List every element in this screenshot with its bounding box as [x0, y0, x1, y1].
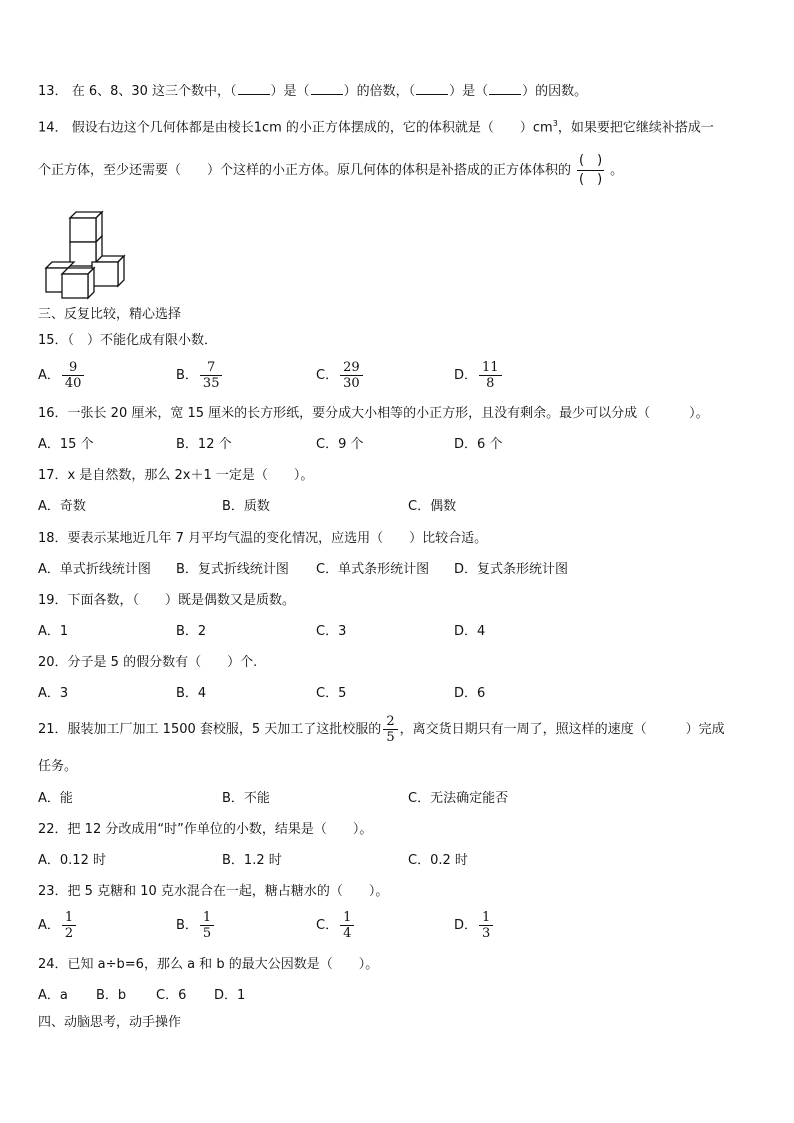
- denominator-blank[interactable]: ( ): [579, 172, 603, 187]
- denominator: 5: [383, 729, 397, 745]
- option-d[interactable]: D．复式条形统计图: [454, 562, 569, 577]
- answer-blank[interactable]: [311, 82, 343, 95]
- question-19: [38, 592, 295, 610]
- question-text: 。: [610, 163, 624, 178]
- option-a[interactable]: A．3: [38, 686, 69, 701]
- question-text: 把 12 分改成用“时”作单位的小数，结果是（ ）。: [67, 822, 373, 837]
- option-b[interactable]: [176, 910, 216, 941]
- numerator: 11: [482, 360, 499, 375]
- option-d[interactable]: [454, 910, 495, 941]
- question-text: 分子是 5 的假分数有（ ）个.: [67, 655, 258, 670]
- fraction: [577, 152, 604, 189]
- option-d[interactable]: D．6 个: [454, 437, 503, 452]
- question-text: （ ）不能化成有限小数．: [67, 333, 218, 348]
- denominator: 35: [200, 375, 223, 391]
- superscript: 3: [552, 119, 558, 128]
- question-21-line1: [38, 712, 725, 748]
- option-c[interactable]: C．单式条形统计图: [316, 562, 430, 577]
- question-text: 要表示某地近几年 7 月平均气温的变化情况，应选用（ ）比较合适。: [67, 531, 488, 546]
- option-label: D．: [454, 368, 478, 383]
- option-label: A．: [38, 368, 60, 383]
- option-c[interactable]: C．0.2 时: [408, 853, 468, 868]
- option-label: D．: [454, 918, 478, 933]
- option-c[interactable]: C．5: [316, 686, 347, 701]
- cube-figure: [44, 210, 128, 302]
- denominator: 4: [340, 925, 354, 941]
- option-d[interactable]: D．6: [454, 686, 486, 701]
- question-text: x 是自然数，那么 2x＋1 一定是（ ）。: [67, 468, 314, 483]
- question-text: 个正方体，至少还需要（ ）个这样的小正方体。原几何体的体积是补搭成的正方体体积的: [38, 163, 572, 178]
- option-d[interactable]: [454, 360, 504, 391]
- numerator: 1: [482, 910, 491, 925]
- question-number: 21．: [38, 722, 68, 737]
- option-a[interactable]: A．15 个: [38, 437, 94, 452]
- question-number: 19．: [38, 593, 68, 608]
- fraction: [479, 360, 502, 391]
- question-text: ）的倍数，（: [343, 84, 416, 99]
- question-text: ）是（: [449, 84, 489, 99]
- fraction: [200, 910, 214, 941]
- option-a[interactable]: A．单式折线统计图: [38, 562, 151, 577]
- option-a[interactable]: A．能: [38, 791, 73, 806]
- denominator: 2: [62, 925, 76, 941]
- question-14-line1: [38, 115, 714, 137]
- option-b[interactable]: B．不能: [222, 791, 270, 806]
- option-c[interactable]: [316, 360, 365, 391]
- option-b[interactable]: B．2: [176, 624, 207, 639]
- question-text: 假设右边这个几何体都是由棱长1cm 的小正方体摆成的，它的体积就是（ ）cm: [71, 120, 553, 136]
- fraction: [200, 360, 223, 391]
- fraction: [340, 360, 363, 391]
- question-number: 15．: [38, 333, 68, 348]
- denominator: 40: [62, 375, 85, 391]
- option-label: C．: [316, 918, 339, 933]
- option-label: A．: [38, 918, 60, 933]
- question-number: 18．: [38, 531, 68, 546]
- option-a[interactable]: [38, 360, 86, 391]
- option-d[interactable]: D．1: [214, 988, 246, 1003]
- question-17: [38, 467, 313, 485]
- question-number: 20．: [38, 655, 68, 670]
- option-a[interactable]: [38, 910, 78, 941]
- question-15: [38, 332, 217, 350]
- option-c[interactable]: C．6: [156, 988, 187, 1003]
- question-text: ，离交货日期只有一周了，照这样的速度（ ）完成: [399, 722, 725, 737]
- option-c[interactable]: [316, 910, 356, 941]
- question-text: 一张长 20 厘米，宽 15 厘米的长方形纸，要分成大小相等的小正方形，且没有剩余。最少可以分成（ ）。: [67, 406, 709, 421]
- fraction: [383, 714, 397, 745]
- question-number: 13．: [38, 84, 68, 99]
- numerator: 9: [69, 360, 78, 375]
- question-number: 14．: [38, 120, 68, 136]
- option-b[interactable]: B．质数: [222, 499, 270, 514]
- option-a[interactable]: A．a: [38, 988, 68, 1003]
- fraction: [479, 910, 493, 941]
- option-b[interactable]: B．4: [176, 686, 207, 701]
- question-text: 下面各数，（ ）既是偶数又是质数。: [67, 593, 296, 608]
- question-number: 17．: [38, 468, 68, 483]
- question-number: 22．: [38, 822, 68, 837]
- numerator: 1: [64, 910, 74, 925]
- question-number: 23．: [38, 884, 68, 899]
- question-text: 把 5 克糖和 10 克水混合在一起，糖占糖水的（ ）。: [67, 884, 389, 899]
- question-text: ）的因数。: [522, 84, 588, 99]
- question-24: [38, 956, 378, 974]
- question-text: 在 6、8、30 这三个数中，（: [71, 84, 237, 99]
- question-22: [38, 821, 372, 839]
- denominator: 30: [340, 375, 363, 391]
- question-14-line2: [38, 152, 623, 190]
- section-heading: 三、反复比较，精心选择: [38, 307, 182, 322]
- section-heading: 四、动脑思考，动手操作: [38, 1015, 182, 1030]
- option-a[interactable]: A．1: [38, 624, 69, 639]
- question-18: [38, 530, 487, 548]
- numerator: 1: [343, 910, 352, 925]
- answer-blank[interactable]: [416, 82, 448, 95]
- question-20: [38, 654, 257, 672]
- option-b[interactable]: B．复式折线统计图: [176, 562, 289, 577]
- numerator-blank[interactable]: ( ): [579, 153, 603, 168]
- option-b[interactable]: [176, 360, 224, 391]
- option-c[interactable]: C．9 个: [316, 437, 364, 452]
- question-23: [38, 883, 388, 901]
- option-a[interactable]: A．0.12 时: [38, 853, 106, 868]
- option-b[interactable]: B．12 个: [176, 437, 232, 452]
- question-16: [38, 405, 709, 423]
- numerator: 2: [386, 714, 395, 729]
- denominator: 8: [479, 375, 502, 391]
- question-13: [38, 82, 587, 101]
- fraction: [62, 360, 85, 391]
- question-text: ，如果要把它继续补搭成一: [557, 120, 714, 136]
- numerator: 7: [207, 360, 216, 375]
- option-c[interactable]: C．3: [316, 624, 347, 639]
- question-number: 24．: [38, 957, 68, 972]
- answer-blank[interactable]: [238, 82, 270, 95]
- numerator: 29: [343, 360, 360, 375]
- option-label: B．: [176, 368, 198, 383]
- fraction: [340, 910, 354, 941]
- option-c[interactable]: C．无法确定能否: [408, 791, 509, 806]
- fraction: [62, 910, 76, 941]
- numerator: 1: [202, 910, 212, 925]
- option-a[interactable]: A．奇数: [38, 499, 86, 514]
- option-label: B．: [176, 918, 198, 933]
- question-text: 已知 a÷b=6，那么 a 和 b 的最大公因数是（ ）。: [67, 957, 379, 972]
- question-text: ）是（: [270, 84, 310, 99]
- option-label: C．: [316, 368, 339, 383]
- option-d[interactable]: D．4: [454, 624, 486, 639]
- option-c[interactable]: C．偶数: [408, 499, 457, 514]
- question-number: 16．: [38, 406, 68, 421]
- option-b[interactable]: B．b: [96, 988, 127, 1003]
- question-21-line2: 任务。: [38, 759, 78, 774]
- denominator: 3: [479, 925, 493, 941]
- option-b[interactable]: B．1.2 时: [222, 853, 282, 868]
- denominator: 5: [200, 925, 214, 941]
- answer-blank[interactable]: [489, 82, 521, 95]
- question-text: 服装加工厂加工 1500 套校服，5 天加工了这批校服的: [67, 722, 382, 737]
